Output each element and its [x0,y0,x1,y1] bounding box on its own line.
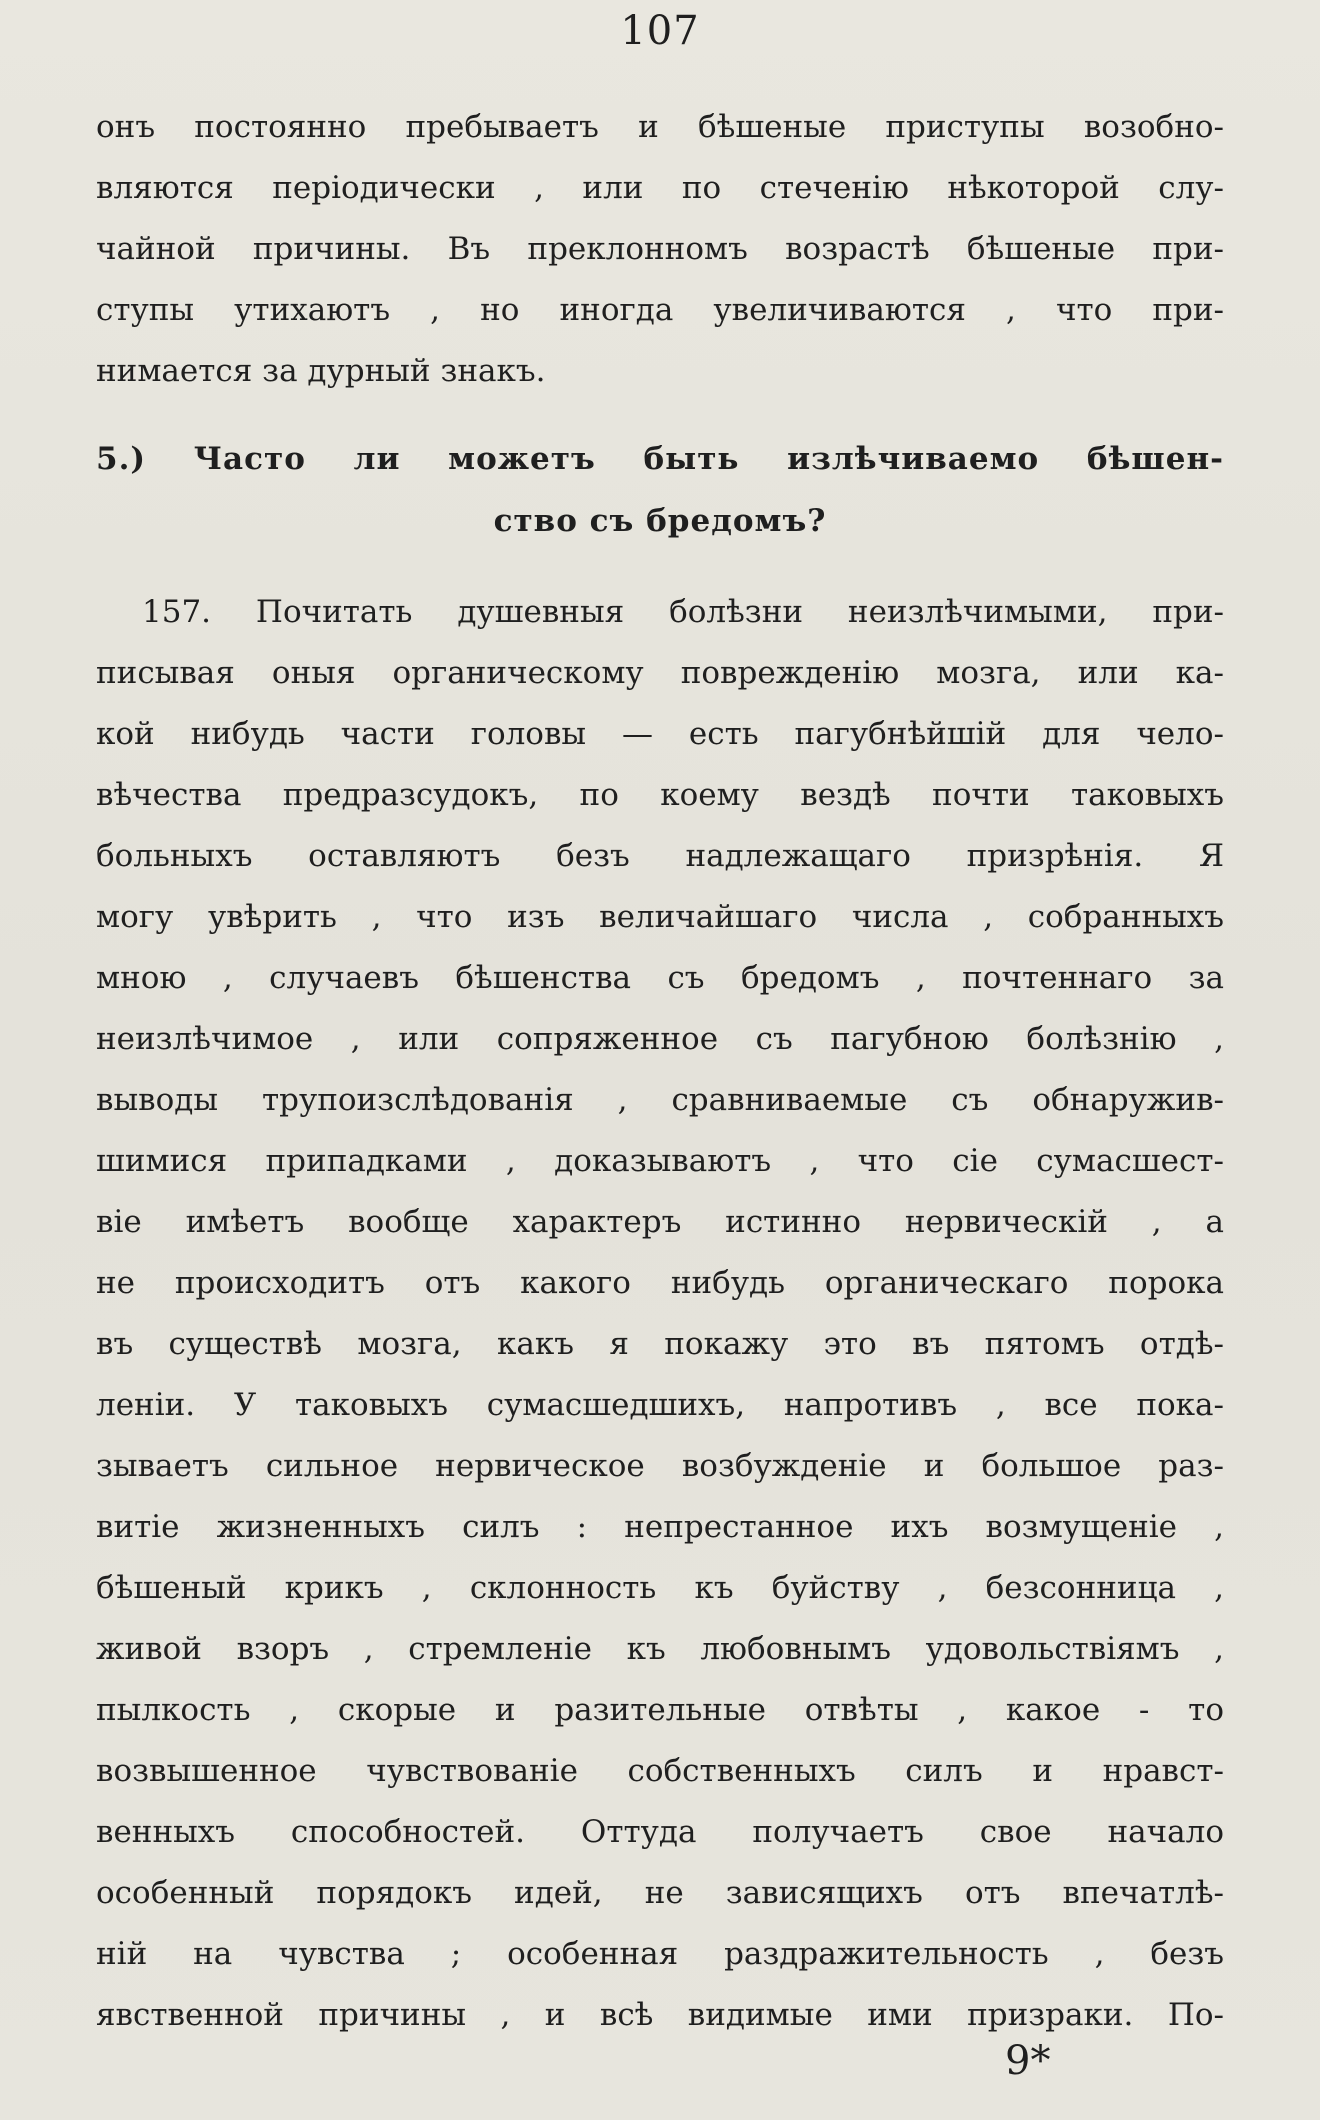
page-number: 107 [620,8,700,54]
text-line: ній на чувства ; особенная раздражительность , безъ [96,1936,1224,1972]
text-line: явственной причины , и всѣ видимые ими призраки. По- [96,1997,1224,2033]
text-line: выводы трупоизслѣдованія , сравниваемые съ обнаружив- [96,1082,1224,1118]
section-heading-line: 5.) Часто ли можетъ быть излѣчиваемо бѣшен- [96,441,1224,477]
text-line: неизлѣчимое , или сопряженное съ пагубною болѣзнію , [96,1021,1224,1057]
text-line: живой взоръ , стремленіе къ любовнымъ удовольствіямъ , [96,1631,1224,1667]
intro-paragraph [96,97,1224,402]
text-line: мною , случаевъ бѣшенства съ бредомъ , почтеннаго за [96,960,1224,996]
text-line: возвышенное чувствованіе собственныхъ силъ и нравст- [96,1753,1224,1789]
text-line: могу увѣрить , что изъ величайшаго числа , собранныхъ [96,899,1224,935]
text-line: венныхъ способностей. Оттуда получаетъ свое начало [96,1814,1224,1850]
paragraph-157 [96,582,1224,2046]
text-line: шимися припадками , доказываютъ , что сіе сумасшест- [96,1143,1224,1179]
text-line: писывая оныя органическому поврежденію мозга, или ка- [96,655,1224,691]
text-line: нимается за дурный знакъ. [96,353,546,389]
section-heading-line: ство съ бредомъ? [493,503,827,539]
text-line: кой нибудь части головы — есть пагубнѣйшій для чело- [96,716,1224,752]
text-line: въ существѣ мозга, какъ я покажу это въ пятомъ отдѣ- [96,1326,1224,1362]
text-line: зываетъ сильное нервическое возбужденіе и большое раз- [96,1448,1224,1484]
text-line: особенный порядокъ идей, не зависящихъ отъ впечатлѣ- [96,1875,1224,1911]
text-line: леніи. У таковыхъ сумасшедшихъ, напротивъ , все пока- [96,1387,1224,1423]
text-line: ступы утихаютъ , но иногда увеличиваются , что при- [96,292,1224,328]
text-line: вляются періодически , или по стеченію нѣкоторой слу- [96,170,1224,206]
text-line: чайной причины. Въ преклонномъ возрастѣ бѣшеные при- [96,231,1224,267]
text-line: не происходитъ отъ какого нибудь органическаго порока [96,1265,1224,1301]
text-line: вѣчества предразсудокъ, по коему вездѣ почти таковыхъ [96,777,1224,813]
text-line: витіе жизненныхъ силъ : непрестанное ихъ возмущеніе , [96,1509,1224,1545]
text-line: онъ постоянно пребываетъ и бѣшеные приступы возобно- [96,109,1224,145]
text-line: пылкость , скорые и разительные отвѣты , какое - то [96,1692,1224,1728]
text-line: больныхъ оставляютъ безъ надлежащаго призрѣнія. Я [96,838,1224,874]
text-line: віе имѣетъ вообще характеръ истинно нервическій , а [96,1204,1224,1240]
text-line: бѣшеный крикъ , склонность къ буйству , безсонница , [96,1570,1224,1606]
section-heading [96,428,1224,552]
text-line: 157. Почитать душевныя болѣзни неизлѣчимыми, при- [142,594,1224,630]
signature-mark: 9* [1005,2038,1051,2084]
